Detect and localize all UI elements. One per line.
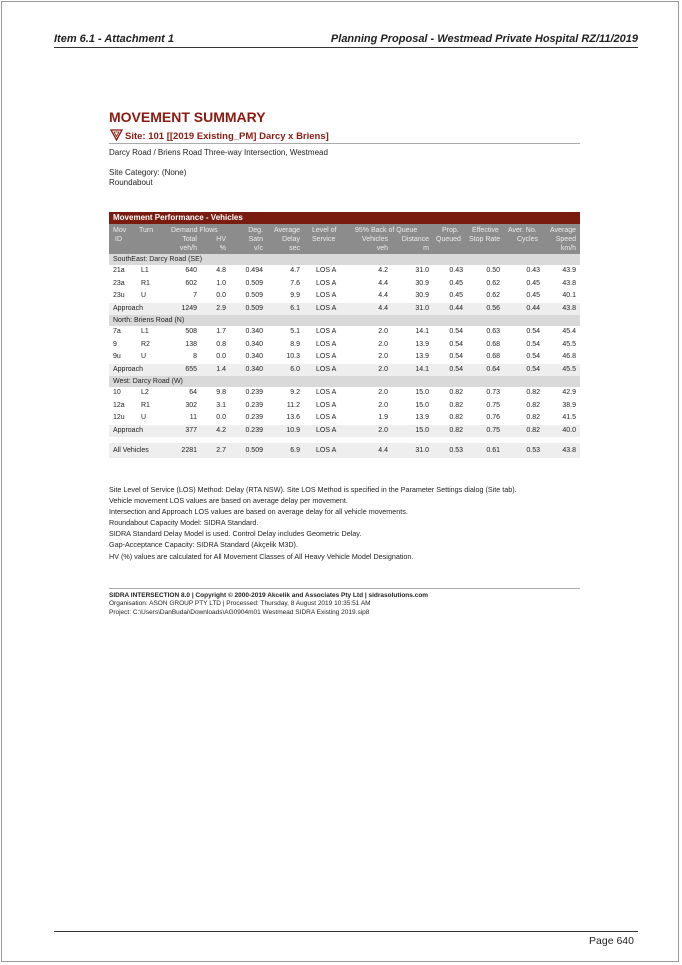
col-queued: Queued [436,236,461,243]
yield-sign-icon [110,129,123,142]
note-line: HV (%) values are calculated for All Movement Classes of All Heavy Vehicle Model Designation. [109,551,414,561]
table-row [109,290,580,303]
cell-stop-rate: 0.76 [486,414,500,421]
col-demand: Demand Flows [171,227,218,234]
note-line: Gap-Acceptance Capacity: SIDRA Standard (Akçelik M3D). [109,540,298,550]
cell-prop-queued: 0.82 [449,401,463,409]
cell-total: 11 [189,414,197,421]
cell-mov-id: Approach [113,365,143,373]
cell-stop-rate: 0.68 [486,340,500,348]
table-column-headers [109,224,580,254]
site-heading [109,129,580,144]
cell-delay: 10.9 [286,426,300,434]
cell-mov-id: 12u [113,414,125,421]
site-title: Site: 101 [[2019 Existing_PM] Darcy x Briens] [125,131,329,142]
cell-cycles: 0.82 [526,414,540,421]
cell-los: LOS A [316,414,337,421]
table-title: Movement Performance - Vehicles [109,212,580,224]
cell-prop-queued: 0.82 [449,414,463,421]
cell-delay: 8.9 [290,340,300,348]
cell-queue-dist: 14.1 [415,328,429,335]
col-delay-unit: sec [289,245,300,252]
cell-queue-dist: 14.1 [415,365,429,373]
cell-prop-queued: 0.54 [449,353,463,360]
cell-deg-satn: 0.239 [245,426,263,434]
cell-prop-queued: 0.82 [449,426,463,434]
cell-hv: 0.0 [216,414,226,421]
cell-turn: L2 [141,389,149,396]
cell-queue-veh: 4.4 [378,279,388,287]
cell-deg-satn: 0.340 [245,340,263,348]
page-border [1,1,679,962]
cell-los: LOS A [316,365,337,373]
cell-speed: 45.4 [562,328,576,335]
cell-speed: 40.0 [562,426,576,434]
cell-cycles: 0.54 [526,353,540,360]
cell-delay: 10.3 [286,353,300,360]
cell-los: LOS A [316,328,337,335]
cell-speed: 45.5 [562,340,576,348]
cell-prop-queued: 0.82 [449,389,463,396]
report-footer [109,588,580,617]
cell-delay: 11.2 [286,401,300,409]
cell-turn: U [141,353,147,360]
group-west [109,376,580,437]
cell-queue-veh: 4.4 [378,292,388,299]
cell-hv: 0.0 [216,353,226,360]
table-row [109,339,580,352]
cell-mov-id: 23a [113,279,125,287]
table-row [109,387,580,400]
cell-prop-queued: 0.45 [449,279,463,287]
cell-deg-satn: 0.509 [245,447,263,454]
site-category: Site Category: (None) [109,168,187,177]
cell-speed: 46.8 [562,353,576,360]
cell-los: LOS A [316,401,337,409]
cell-stop-rate: 0.63 [486,328,500,335]
cell-mov-id: 23u [113,292,125,299]
header-right: Planning Proposal - Westmead Private Hospital RZ/11/2019 [330,33,638,45]
cell-los: LOS A [316,279,337,287]
cell-mov-id: All Vehicles [113,447,149,454]
cell-cycles: 0.82 [526,426,540,434]
cell-turn: U [141,414,147,421]
cell-queue-dist: 13.9 [415,353,429,360]
cell-cycles: 0.54 [526,340,540,348]
cell-stop-rate: 0.62 [486,279,500,287]
col-mov-id: ID [115,236,122,243]
cell-mov-id: 21a [113,267,125,274]
movement-performance-table [109,212,580,458]
col-vehicles-unit: veh [376,245,388,252]
notes [109,484,517,562]
cell-turn: R1 [141,401,150,409]
cell-delay: 9.2 [290,389,300,396]
note-line: SIDRA Standard Delay Model is used. Control Delay includes Geometric Delay. [109,529,362,539]
cell-delay: 9.9 [290,292,300,299]
col-distance: Distance [401,236,429,243]
cell-prop-queued: 0.45 [449,292,463,299]
cell-los: LOS A [316,353,337,360]
col-aver-no: Aver. No. [508,227,537,234]
cell-total: 655 [185,365,197,373]
cell-deg-satn: 0.340 [245,353,263,360]
note-line: Intersection and Approach LOS values are based on average delay for all vehicle movements. [109,507,408,517]
col-level: Level of [312,227,337,234]
col-satn-unit: v/c [254,245,263,252]
cell-hv: 3.1 [216,401,226,409]
cell-prop-queued: 0.43 [449,267,463,274]
cell-hv: 0.0 [216,292,226,299]
cell-delay: 13.6 [286,414,300,421]
cell-deg-satn: 0.239 [245,414,263,421]
cell-turn: R1 [141,279,150,287]
cell-queue-veh: 2.0 [378,353,388,360]
cell-speed: 43.8 [562,447,576,454]
cell-hv: 4.8 [216,267,226,274]
col-total: Total [182,236,197,243]
cell-deg-satn: 0.494 [245,267,263,274]
group-southeast [109,254,580,315]
cell-cycles: 0.45 [526,279,540,287]
header-left: Item 6.1 - Attachment 1 [54,33,175,45]
cell-los: LOS A [316,340,337,348]
cell-speed: 43.8 [562,279,576,287]
cell-queue-dist: 13.9 [415,414,429,421]
footer-organisation: Organisation: ASON GROUP PTY LTD | Processed: Thursday, 8 August 2019 10:35:51 AM [109,600,371,608]
cell-total: 1249 [181,304,197,312]
col-prop: Prop. [442,227,459,234]
cell-turn: L1 [141,328,149,335]
cell-stop-rate: 0.61 [486,447,500,454]
cell-mov-id: Approach [113,426,143,434]
page-title: MOVEMENT SUMMARY [109,109,266,125]
cell-deg-satn: 0.340 [245,365,263,373]
cell-mov-id: 12a [113,401,125,409]
cell-cycles: 0.54 [526,328,540,335]
cell-queue-dist: 15.0 [415,401,429,409]
cell-total: 640 [185,267,197,274]
cell-hv: 2.9 [216,304,226,312]
cell-prop-queued: 0.54 [449,328,463,335]
cell-queue-veh: 4.4 [378,304,388,312]
table-row [109,400,580,413]
cell-los: LOS A [316,292,337,299]
cell-cycles: 0.44 [526,304,540,312]
cell-delay: 7.6 [290,279,300,287]
col-service: Service [312,236,336,243]
cell-total: 64 [189,389,197,396]
cell-queue-veh: 4.4 [378,447,388,454]
cell-hv: 1.4 [216,365,226,373]
col-mov: Mov [113,227,127,234]
cell-stop-rate: 0.64 [486,365,500,373]
cell-queue-dist: 15.0 [415,389,429,396]
cell-cycles: 0.82 [526,389,540,396]
cell-mov-id: Approach [113,304,143,312]
cell-hv: 1.7 [216,328,226,335]
col-hv-unit: % [219,245,226,252]
col-satn: Satn [248,236,263,243]
cell-los: LOS A [316,304,337,312]
cell-queue-veh: 2.0 [378,365,388,373]
cell-los: LOS A [316,426,337,434]
cell-mov-id: 9u [113,353,121,360]
cell-stop-rate: 0.75 [486,401,500,409]
cell-stop-rate: 0.73 [486,389,500,396]
cell-delay: 4.7 [290,267,300,274]
col-total-unit: veh/h [179,245,197,252]
cell-cycles: 0.54 [526,365,540,373]
cell-total: 508 [185,328,197,335]
cell-queue-dist: 31.0 [415,447,429,454]
cell-total: 2281 [181,447,197,454]
cell-total: 302 [185,401,197,409]
table-row [109,326,580,339]
col-average-speed: Average [550,227,576,234]
cell-speed: 40.1 [562,292,576,299]
cell-delay: 6.0 [290,365,300,373]
col-effective: Effective [472,227,499,234]
cell-mov-id: 7a [113,328,121,335]
approach-row [109,303,580,316]
col-deg: Deg. [248,227,263,234]
col-turn: Turn [139,227,154,234]
cell-queue-dist: 15.0 [415,426,429,434]
cell-stop-rate: 0.62 [486,292,500,299]
cell-hv: 9.8 [216,389,226,396]
page-header [54,33,638,48]
col-hv: HV [216,236,226,243]
cell-total: 7 [193,292,197,299]
table-row [109,351,580,364]
cell-hv: 4.2 [216,426,226,434]
cell-delay: 5.1 [290,328,300,335]
cell-turn: R2 [141,340,150,348]
cell-hv: 0.8 [216,340,226,348]
group-heading: West: Darcy Road (W) [109,376,580,387]
note-line: Roundabout Capacity Model: SIDRA Standard. [109,518,259,528]
cell-stop-rate: 0.50 [486,267,500,274]
cell-total: 8 [193,353,197,360]
cell-deg-satn: 0.340 [245,328,263,335]
cell-deg-satn: 0.509 [245,292,263,299]
cell-stop-rate: 0.56 [486,304,500,312]
cell-speed: 45.5 [562,365,576,373]
page-number: Page 640 [589,935,634,947]
group-heading: North: Briens Road (N) [109,315,580,326]
col-cycles: Cycles [517,236,539,243]
cell-queue-veh: 2.0 [378,389,388,396]
cell-queue-dist: 31.0 [415,304,429,312]
cell-los: LOS A [316,267,337,274]
cell-queue-veh: 2.0 [378,328,388,335]
cell-prop-queued: 0.53 [449,447,463,454]
cell-stop-rate: 0.75 [486,426,500,434]
cell-cycles: 0.82 [526,401,540,409]
col-speed-unit: km/h [560,245,576,252]
cell-queue-veh: 2.0 [378,401,388,409]
cell-hv: 2.7 [216,447,226,454]
footer-project: Project: C:\Users\DanBudai\Downloads\AG0904m01 Westmead SIDRA Existing 2019.sip8 [109,608,370,616]
col-distance-unit: m [423,245,429,252]
cell-queue-veh: 1.9 [378,414,388,421]
cell-total: 138 [185,340,197,348]
cell-turn: U [141,292,147,299]
cell-delay: 6.9 [290,447,300,454]
cell-los: LOS A [316,389,337,396]
cell-queue-veh: 4.2 [378,267,388,274]
control-type: Roundabout [109,178,153,187]
site-description: Darcy Road / Briens Road Three-way Intersection, Westmead [109,148,328,157]
cell-los: LOS A [316,447,337,454]
col-delay: Delay [282,236,300,243]
cell-speed: 41.5 [562,414,576,421]
cell-delay: 6.1 [290,304,300,312]
cell-deg-satn: 0.509 [245,304,263,312]
cell-deg-satn: 0.509 [245,279,263,287]
page-footer [54,931,638,947]
all-vehicles-row [109,443,580,458]
cell-queue-dist: 30.9 [415,292,429,299]
table-row [109,265,580,278]
cell-hv: 1.0 [216,279,226,287]
note-line: Vehicle movement LOS values are based on average delay per movement. [109,496,348,506]
cell-cycles: 0.43 [526,267,540,274]
table-row [109,412,580,425]
approach-row [109,364,580,377]
cell-cycles: 0.45 [526,292,540,299]
approach-row [109,425,580,438]
group-heading: SouthEast: Darcy Road (SE) [109,254,580,265]
col-speed: Speed [555,236,576,243]
cell-queue-dist: 30.9 [415,279,429,287]
cell-queue-dist: 13.9 [415,340,429,348]
cell-total: 377 [185,426,197,434]
note-line: Site Level of Service (LOS) Method: Delay (RTA NSW). Site LOS Method is specified in the Parameter Settings dialog (Site tab). [109,485,517,494]
cell-mov-id: 9 [113,340,117,348]
cell-turn: L1 [141,267,149,274]
cell-prop-queued: 0.54 [449,340,463,348]
table-row [109,278,580,291]
cell-deg-satn: 0.239 [245,401,263,409]
col-average: Average [274,227,300,234]
cell-queue-veh: 2.0 [378,340,388,348]
cell-mov-id: 10 [113,389,121,396]
cell-stop-rate: 0.68 [486,353,500,360]
cell-speed: 43.8 [562,304,576,312]
cell-prop-queued: 0.54 [449,365,463,373]
group-north [109,315,580,376]
cell-speed: 43.9 [562,267,576,274]
cell-cycles: 0.53 [526,447,540,454]
cell-total: 602 [185,279,197,287]
cell-speed: 38.9 [562,401,576,409]
cell-speed: 42.9 [562,389,576,396]
col-queue: 95% Back of Queue [355,227,418,234]
cell-queue-dist: 31.0 [415,267,429,274]
footer-copyright: SIDRA INTERSECTION 8.0 | Copyright © 2000-2019 Akcelik and Associates Pty Ltd | sidrasolutions.com [109,592,429,599]
col-stop-rate: Stop Rate [469,236,501,243]
cell-queue-veh: 2.0 [378,426,388,434]
cell-deg-satn: 0.239 [245,389,263,396]
cell-prop-queued: 0.44 [449,304,463,312]
col-vehicles: Vehicles [361,236,388,243]
